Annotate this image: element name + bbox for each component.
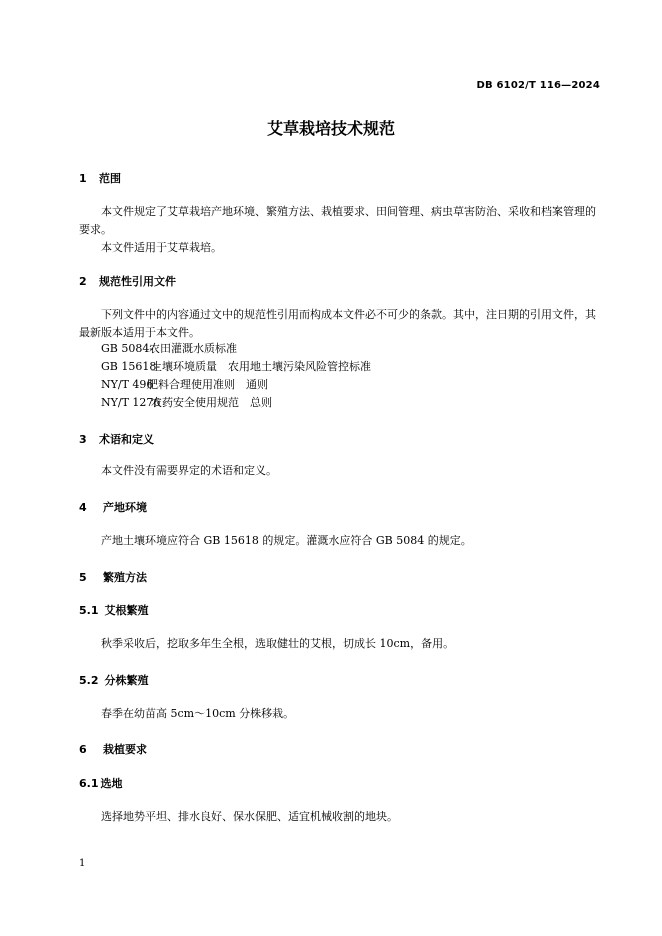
section-title: 产地环境 xyxy=(103,501,147,514)
page-number: 1 xyxy=(79,858,86,869)
reference-name: 土壤环境质量 农用地土壤污染风险管控标准 xyxy=(151,360,371,373)
section-4-paragraph-1: 产地土壤环境应符合 GB 15618 的规定。灌溉水应符合 GB 5084 的规定。 xyxy=(101,534,472,547)
reference-name: 农田灌溉水质标准 xyxy=(149,342,237,355)
section-1-heading xyxy=(79,170,121,186)
section-number: 5 xyxy=(79,571,87,584)
section-2-heading xyxy=(79,273,176,289)
reference-name: 肥料合理使用准则 通则 xyxy=(147,378,268,391)
section-2-paragraph-1: 下列文件中的内容通过文中的规范性引用而构成本文件必不可少的条款。其中，注日期的引用文件，其最新版本适用于本文件。 xyxy=(79,308,596,339)
section-title: 选地 xyxy=(100,777,123,790)
section-title: 分株繁殖 xyxy=(104,674,149,687)
section-number: 5.1 xyxy=(79,604,99,617)
reference-item xyxy=(101,358,371,376)
document-title: 艾草栽培技术规范 xyxy=(266,119,395,138)
reference-item xyxy=(101,340,371,358)
reference-code: GB 5084- xyxy=(101,342,154,355)
section-5-2-paragraph-1: 春季在幼苗高 5cm～10cm 分株移栽。 xyxy=(101,707,295,720)
section-title: 范围 xyxy=(99,172,121,185)
section-5-1-heading xyxy=(79,602,149,618)
section-title: 规范性引用文件 xyxy=(99,275,176,288)
reference-code: NY/T 496 xyxy=(101,378,154,391)
reference-item xyxy=(101,376,371,394)
section-5-2-heading xyxy=(79,672,149,688)
section-5-heading xyxy=(79,569,147,585)
section-1-paragraph-1: 本文件规定了艾草栽培产地环境、繁殖方法、栽植要求、田间管理、病虫草害防治、采收和档案管理的要求。 xyxy=(79,205,596,236)
section-3-paragraph-1: 本文件没有需要界定的术语和定义。 xyxy=(101,464,277,477)
section-number: 4 xyxy=(79,501,87,514)
section-6-heading xyxy=(79,741,147,757)
section-title: 栽植要求 xyxy=(103,743,147,756)
section-number: 6.1 xyxy=(79,777,99,790)
section-number: 5.2 xyxy=(79,674,99,687)
reference-code: GB 15618- xyxy=(101,360,161,373)
section-number: 6 xyxy=(79,743,87,756)
section-6-1-heading xyxy=(79,775,123,791)
reference-code: NY/T 1276 xyxy=(101,396,161,409)
section-title: 繁殖方法 xyxy=(103,571,147,584)
reference-name: 农药安全使用规范 总则 xyxy=(151,396,272,409)
standard-number: DB 6102/T 116—2024 xyxy=(476,80,600,91)
reference-item xyxy=(101,394,371,412)
section-number: 3 xyxy=(79,433,87,446)
section-title: 艾根繁殖 xyxy=(104,604,149,617)
reference-list xyxy=(101,340,371,412)
section-title: 术语和定义 xyxy=(99,433,154,446)
section-number: 2 xyxy=(79,275,87,288)
section-4-heading xyxy=(79,499,147,515)
section-5-1-paragraph-1: 秋季采收后，挖取多年生全根，选取健壮的艾根，切成长 10cm，备用。 xyxy=(101,637,455,650)
section-1-paragraph-2: 本文件适用于艾草栽培。 xyxy=(101,241,222,254)
section-6-1-paragraph-1: 选择地势平坦、排水良好、保水保肥、适宜机械收割的地块。 xyxy=(101,810,398,823)
section-number: 1 xyxy=(79,172,87,185)
section-3-heading xyxy=(79,431,154,447)
